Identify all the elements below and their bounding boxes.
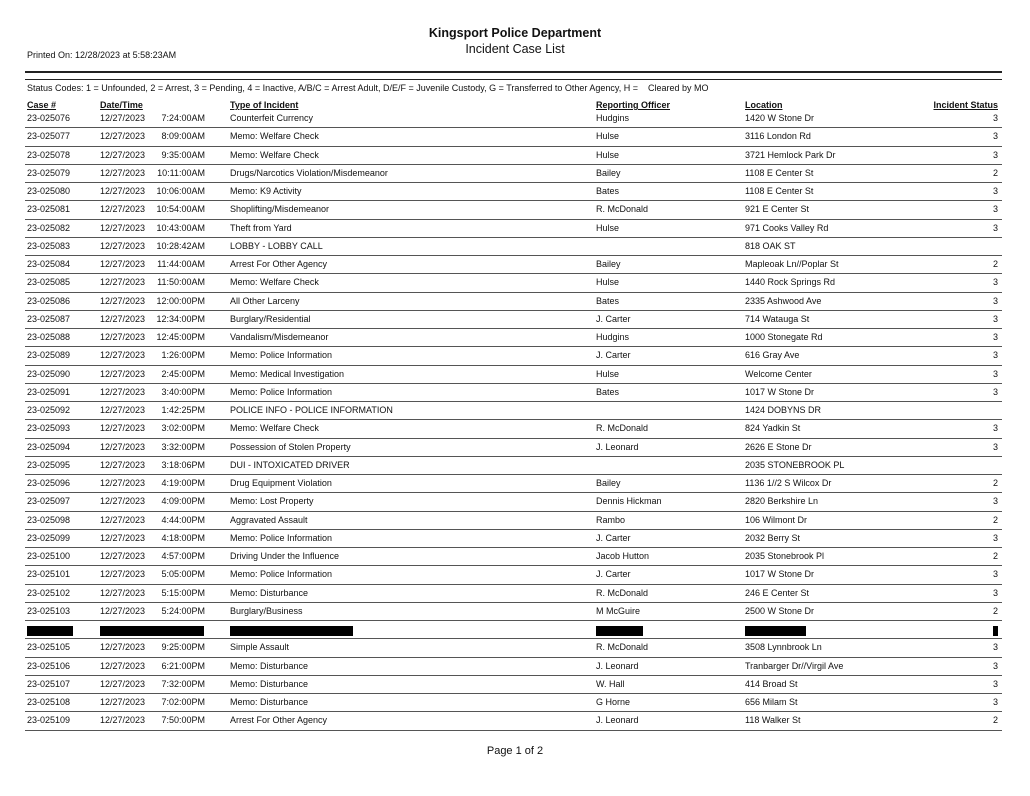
incident-location: Tranbarger Dr//Virgil Ave (745, 660, 844, 671)
reporting-officer: Jacob Hutton (596, 551, 650, 561)
incident-time: 4:57:00PM (161, 551, 205, 561)
incident-status: 2 (992, 551, 998, 561)
incident-location: 818 OAK ST (745, 240, 796, 251)
incident-status: 3 (992, 222, 998, 233)
table-row (0, 658, 1030, 676)
incident-status: 2 (992, 167, 998, 178)
incident-location: Welcome Center (745, 368, 812, 379)
case-number: 23-025080 (27, 186, 71, 196)
incident-time: 12:45:00PM (156, 332, 205, 342)
incident-type: Memo: Welfare Check (230, 149, 319, 160)
table-row (0, 311, 1030, 329)
incident-location: 2500 W Stone Dr (745, 605, 815, 616)
case-number: 23-025090 (27, 368, 71, 379)
incident-time: 2:45:00PM (161, 368, 205, 379)
incident-date: 12/27/2023 (100, 295, 146, 306)
incident-date: 12/27/2023 (100, 167, 146, 178)
incident-date: 12/27/2023 (100, 277, 146, 288)
incident-date: 12/27/2023 (100, 697, 146, 707)
case-number: 23-025099 (27, 532, 71, 543)
incident-type: Memo: Disturbance (230, 660, 309, 671)
incident-time: 10:06:00AM (156, 186, 205, 196)
incident-time: 7:24:00AM (161, 113, 205, 123)
case-number: 23-025086 (27, 295, 71, 306)
incident-type: Shoplifting/Misdemeanor (230, 204, 330, 215)
incident-type: Memo: Police Information (230, 569, 333, 580)
table-row (0, 420, 1030, 438)
redaction-bar (27, 626, 73, 636)
case-number: 23-025085 (27, 277, 71, 288)
redaction-bar (993, 626, 998, 636)
incident-date: 12/27/2023 (100, 441, 146, 452)
incident-status: 3 (992, 295, 998, 306)
reporting-officer: J. Leonard (596, 715, 639, 726)
incident-date: 12/27/2023 (100, 423, 146, 434)
col-header-type: Type of Incident (230, 100, 299, 110)
incident-type: Theft from Yard (230, 222, 292, 233)
reporting-officer: Hulse (596, 222, 620, 233)
case-number: 23-025089 (27, 350, 71, 361)
incident-type: Memo: Police Information (230, 350, 333, 361)
incident-status: 3 (992, 496, 998, 507)
reporting-officer: Bailey (596, 167, 621, 178)
table-row (0, 201, 1030, 219)
incident-location: Mapleoak Ln//Poplar St (745, 259, 839, 269)
incident-status: 3 (992, 441, 998, 452)
incident-type: Driving Under the Influence (230, 551, 340, 561)
table-row (0, 694, 1030, 712)
incident-type: DUI - INTOXICATED DRIVER (230, 459, 350, 470)
incident-time: 3:40:00PM (161, 386, 205, 397)
incident-time: 8:09:00AM (161, 131, 205, 142)
reporting-officer: Dennis Hickman (596, 496, 662, 507)
case-number: 23-025094 (27, 441, 71, 452)
incident-location: 414 Broad St (745, 678, 798, 689)
incident-status: 3 (992, 313, 998, 324)
incident-status: 3 (992, 149, 998, 160)
table-row (0, 402, 1030, 420)
col-header-location: Location (745, 100, 783, 110)
table-row (0, 165, 1030, 183)
incident-type: Vandalism/Misdemeanor (230, 332, 329, 342)
incident-time: 9:25:00PM (161, 642, 205, 653)
incident-time: 3:32:00PM (161, 441, 205, 452)
redaction-bar (745, 626, 806, 636)
table-row (0, 238, 1030, 256)
incident-status: 3 (992, 532, 998, 543)
incident-status: 3 (992, 277, 998, 288)
incident-time: 10:43:00AM (156, 222, 205, 233)
incident-time: 10:11:00AM (157, 167, 205, 178)
incident-time: 7:50:00PM (161, 715, 205, 726)
incident-date: 12/27/2023 (100, 313, 146, 324)
top-rule (25, 71, 1002, 73)
incident-time: 9:35:00AM (161, 149, 205, 160)
reporting-officer: Hudgins (596, 113, 630, 123)
incident-type: Drug Equipment Violation (230, 478, 332, 488)
page-number: Page 1 of 2 (486, 745, 544, 757)
reporting-officer: J. Carter (596, 313, 631, 324)
incident-type: Possession of Stolen Property (230, 441, 351, 452)
table-row (0, 566, 1030, 584)
incident-type: Arrest For Other Agency (230, 715, 328, 726)
incident-location: 1000 Stonegate Rd (745, 332, 823, 342)
incident-time: 5:05:00PM (161, 569, 205, 580)
incident-type: Aggravated Assault (230, 514, 308, 525)
case-number: 23-025096 (27, 478, 71, 488)
table-row (0, 147, 1030, 165)
table-row (0, 220, 1030, 238)
incident-date: 12/27/2023 (100, 204, 146, 215)
printed-on-label: Printed On: 12/28/2023 at 5:58:23AM (27, 50, 177, 60)
incident-location: 1108 E Center St (745, 186, 814, 196)
incident-status: 3 (992, 368, 998, 379)
incident-date: 12/27/2023 (100, 186, 146, 196)
case-number: 23-025102 (27, 587, 71, 598)
incident-date: 12/27/2023 (100, 569, 146, 580)
case-number: 23-025109 (27, 715, 71, 726)
incident-location: 1420 W Stone Dr (745, 113, 815, 123)
incident-type: Memo: Disturbance (230, 678, 309, 689)
incident-table (0, 110, 1030, 731)
redacted-row (0, 621, 1030, 639)
table-row (0, 493, 1030, 511)
case-number: 23-025097 (27, 496, 71, 507)
incident-date: 12/27/2023 (100, 514, 146, 525)
reporting-officer: Hulse (596, 149, 620, 160)
incident-time: 11:50:00AM (157, 277, 205, 288)
table-row (0, 603, 1030, 621)
reporting-officer: R. McDonald (596, 423, 649, 434)
case-number: 23-025108 (27, 697, 71, 707)
case-number: 23-025076 (27, 113, 71, 123)
reporting-officer: Bates (596, 186, 620, 196)
table-row (0, 183, 1030, 201)
incident-type: Memo: Welfare Check (230, 131, 319, 142)
incident-date: 12/27/2023 (100, 222, 146, 233)
incident-status: 3 (992, 660, 998, 671)
incident-date: 12/27/2023 (100, 113, 146, 123)
codes-rule (25, 79, 1002, 80)
table-row (0, 439, 1030, 457)
incident-time: 7:32:00PM (161, 678, 205, 689)
case-number: 23-025098 (27, 514, 71, 525)
incident-time: 1:42:25PM (161, 405, 205, 415)
incident-location: 1440 Rock Springs Rd (745, 277, 836, 288)
incident-time: 10:54:00AM (156, 204, 205, 215)
table-row (0, 110, 1030, 128)
incident-date: 12/27/2023 (100, 605, 146, 616)
incident-location: 1424 DOBYNS DR (745, 405, 822, 415)
reporting-officer: W. Hall (596, 678, 625, 689)
incident-time: 4:44:00PM (161, 514, 205, 525)
incident-date: 12/27/2023 (100, 715, 146, 726)
incident-status: 3 (992, 131, 998, 142)
incident-type: Memo: Disturbance (230, 587, 309, 598)
reporting-officer: Hulse (596, 277, 620, 288)
incident-status: 3 (992, 350, 998, 361)
case-number: 23-025103 (27, 605, 71, 616)
incident-location: 1017 W Stone Dr (745, 386, 815, 397)
reporting-officer: Bates (596, 295, 620, 306)
incident-location: 1136 1//2 S Wilcox Dr (745, 478, 832, 488)
incident-location: 2820 Berkshire Ln (745, 496, 819, 507)
incident-date: 12/27/2023 (100, 332, 146, 342)
incident-status: 2 (992, 605, 998, 616)
case-number: 23-025083 (27, 240, 71, 251)
incident-date: 12/27/2023 (100, 259, 146, 269)
incident-time: 10:28:42AM (156, 240, 205, 251)
incident-type: Memo: Welfare Check (230, 277, 319, 288)
reporting-officer: Hulse (596, 368, 620, 379)
incident-status: 3 (992, 186, 998, 196)
case-number: 23-025105 (27, 642, 71, 653)
table-row (0, 274, 1030, 292)
incident-time: 3:18:06PM (161, 459, 205, 470)
table-row (0, 639, 1030, 657)
incident-location: 921 E Center St (745, 204, 810, 215)
reporting-officer: Hudgins (596, 332, 630, 342)
incident-location: 971 Cooks Valley Rd (745, 222, 829, 233)
incident-status: 3 (992, 642, 998, 653)
row-divider (25, 730, 1002, 731)
incident-date: 12/27/2023 (100, 642, 146, 653)
incident-location: 1017 W Stone Dr (745, 569, 815, 580)
incident-status: 2 (992, 478, 998, 488)
incident-date: 12/27/2023 (100, 131, 146, 142)
reporting-officer: Bailey (596, 259, 621, 269)
incident-location: 118 Walker St (745, 715, 801, 726)
reporting-officer: J. Leonard (596, 441, 639, 452)
table-row (0, 329, 1030, 347)
case-number: 23-025081 (27, 204, 71, 215)
redaction-bar (230, 626, 353, 636)
incident-location: 824 Yadkin St (745, 423, 801, 434)
incident-type: POLICE INFO - POLICE INFORMATION (230, 405, 393, 415)
incident-time: 11:44:00AM (157, 259, 205, 269)
reporting-officer: R. McDonald (596, 587, 649, 598)
incident-location: 2035 STONEBROOK PL (745, 459, 845, 470)
incident-status: 3 (992, 569, 998, 580)
table-row (0, 128, 1030, 146)
case-number: 23-025084 (27, 259, 71, 269)
incident-type: LOBBY - LOBBY CALL (230, 240, 323, 251)
reporting-officer: R. McDonald (596, 642, 649, 653)
col-header-case: Case # (27, 100, 57, 110)
incident-location: 656 Milam St (745, 697, 798, 707)
incident-time: 4:18:00PM (161, 532, 205, 543)
case-number: 23-025106 (27, 660, 71, 671)
incident-date: 12/27/2023 (100, 678, 146, 689)
incident-time: 4:09:00PM (161, 496, 205, 507)
col-header-officer: Reporting Officer (596, 100, 671, 110)
status-codes-legend: Status Codes: 1 = Unfounded, 2 = Arrest, 3 = Pending, 4 = Inactive, A/B/C = Arrest Adult, D/E/F = Juvenile Custody, G = Transferred to Other Agency, H = Cleared by MO (27, 83, 709, 93)
incident-status: 3 (992, 423, 998, 434)
incident-type: Memo: Police Information (230, 532, 333, 543)
case-number: 23-025092 (27, 405, 71, 415)
case-number: 23-025078 (27, 149, 71, 160)
incident-location: 2035 Stonebrook Pl (745, 551, 825, 561)
incident-type: Drugs/Narcotics Violation/Misdemeanor (230, 167, 388, 178)
incident-type: Burglary/Residential (230, 313, 311, 324)
table-row (0, 585, 1030, 603)
incident-status: 2 (992, 514, 998, 525)
table-row (0, 366, 1030, 384)
incident-date: 12/27/2023 (100, 459, 146, 470)
incident-time: 5:15:00PM (161, 587, 205, 598)
incident-status: 3 (992, 587, 998, 598)
case-number: 23-025101 (27, 569, 71, 580)
col-header-datetime: Date/Time (100, 100, 143, 110)
incident-status: 3 (992, 332, 998, 342)
incident-status: 3 (992, 697, 998, 707)
reporting-officer: Bates (596, 386, 620, 397)
incident-status: 2 (992, 259, 998, 269)
reporting-officer: Hulse (596, 131, 620, 142)
case-number: 23-025082 (27, 222, 71, 233)
table-row (0, 475, 1030, 493)
incident-status: 3 (992, 204, 998, 215)
incident-type: All Other Larceny (230, 295, 300, 306)
table-row (0, 256, 1030, 274)
incident-date: 12/27/2023 (100, 587, 146, 598)
page-title: Kingsport Police Department (428, 26, 602, 40)
incident-time: 5:24:00PM (161, 605, 205, 616)
reporting-officer: Bailey (596, 478, 621, 488)
incident-status: 2 (992, 715, 998, 726)
case-number: 23-025091 (27, 386, 71, 397)
incident-date: 12/27/2023 (100, 350, 146, 361)
table-row (0, 512, 1030, 530)
case-number: 23-025088 (27, 332, 71, 342)
reporting-officer: J. Leonard (596, 660, 639, 671)
reporting-officer: M McGuire (596, 605, 641, 616)
reporting-officer: J. Carter (596, 350, 631, 361)
table-row (0, 384, 1030, 402)
incident-date: 12/27/2023 (100, 368, 146, 379)
reporting-officer: J. Carter (596, 569, 631, 580)
incident-time: 12:34:00PM (156, 313, 205, 324)
incident-time: 6:21:00PM (161, 660, 205, 671)
incident-status: 3 (992, 113, 998, 123)
incident-date: 12/27/2023 (100, 496, 146, 507)
incident-status: 3 (992, 386, 998, 397)
redaction-bar (596, 626, 643, 636)
case-number: 23-025100 (27, 551, 71, 561)
case-number: 23-025107 (27, 678, 71, 689)
incident-type: Burglary/Business (230, 605, 303, 616)
reporting-officer: Rambo (596, 514, 626, 525)
incident-date: 12/27/2023 (100, 551, 146, 561)
incident-date: 12/27/2023 (100, 386, 146, 397)
incident-type: Memo: Medical Investigation (230, 368, 345, 379)
incident-type: Simple Assault (230, 642, 290, 653)
incident-date: 12/27/2023 (100, 149, 146, 160)
incident-type: Memo: Disturbance (230, 697, 309, 707)
incident-date: 12/27/2023 (100, 405, 146, 415)
incident-type: Memo: K9 Activity (230, 186, 302, 196)
incident-location: 3721 Hemlock Park Dr (745, 149, 836, 160)
incident-location: 3116 London Rd (745, 131, 811, 142)
incident-location: 2626 E Stone Dr (745, 441, 812, 452)
incident-type: Memo: Lost Property (230, 496, 314, 507)
incident-location: 106 Wilmont Dr (745, 514, 808, 525)
incident-location: 246 E Center St (745, 587, 810, 598)
col-header-status: Incident Status (933, 100, 998, 110)
table-row (0, 347, 1030, 365)
incident-date: 12/27/2023 (100, 478, 146, 488)
incident-location: 1108 E Center St (745, 167, 814, 178)
table-row (0, 712, 1030, 730)
case-number: 23-025079 (27, 167, 71, 178)
incident-location: 2032 Berry St (745, 532, 801, 543)
case-number: 23-025087 (27, 313, 71, 324)
case-number: 23-025093 (27, 423, 71, 434)
incident-status: 3 (992, 678, 998, 689)
incident-date: 12/27/2023 (100, 660, 146, 671)
incident-type: Memo: Welfare Check (230, 423, 319, 434)
incident-type: Counterfeit Currency (230, 113, 314, 123)
incident-time: 4:19:00PM (161, 478, 205, 488)
reporting-officer: G Horne (596, 697, 631, 707)
incident-time: 3:02:00PM (161, 423, 205, 434)
incident-location: 3508 Lynnbrook Ln (745, 642, 822, 653)
table-row (0, 530, 1030, 548)
incident-location: 714 Watauga St (745, 313, 810, 324)
incident-time: 1:26:00PM (161, 350, 205, 361)
table-row (0, 457, 1030, 475)
case-number: 23-025095 (27, 459, 71, 470)
incident-location: 616 Gray Ave (745, 350, 800, 361)
table-row (0, 293, 1030, 311)
incident-location: 2335 Ashwood Ave (745, 295, 822, 306)
incident-time: 12:00:00PM (156, 295, 205, 306)
reporting-officer: J. Carter (596, 532, 631, 543)
incident-type: Memo: Police Information (230, 386, 333, 397)
incident-time: 7:02:00PM (161, 697, 205, 707)
redaction-bar (100, 626, 204, 636)
incident-date: 12/27/2023 (100, 240, 146, 251)
case-number: 23-025077 (27, 131, 71, 142)
reporting-officer: R. McDonald (596, 204, 649, 215)
table-row (0, 548, 1030, 566)
table-row (0, 676, 1030, 694)
incident-date: 12/27/2023 (100, 532, 146, 543)
report-subtitle: Incident Case List (465, 42, 565, 56)
incident-type: Arrest For Other Agency (230, 259, 328, 269)
